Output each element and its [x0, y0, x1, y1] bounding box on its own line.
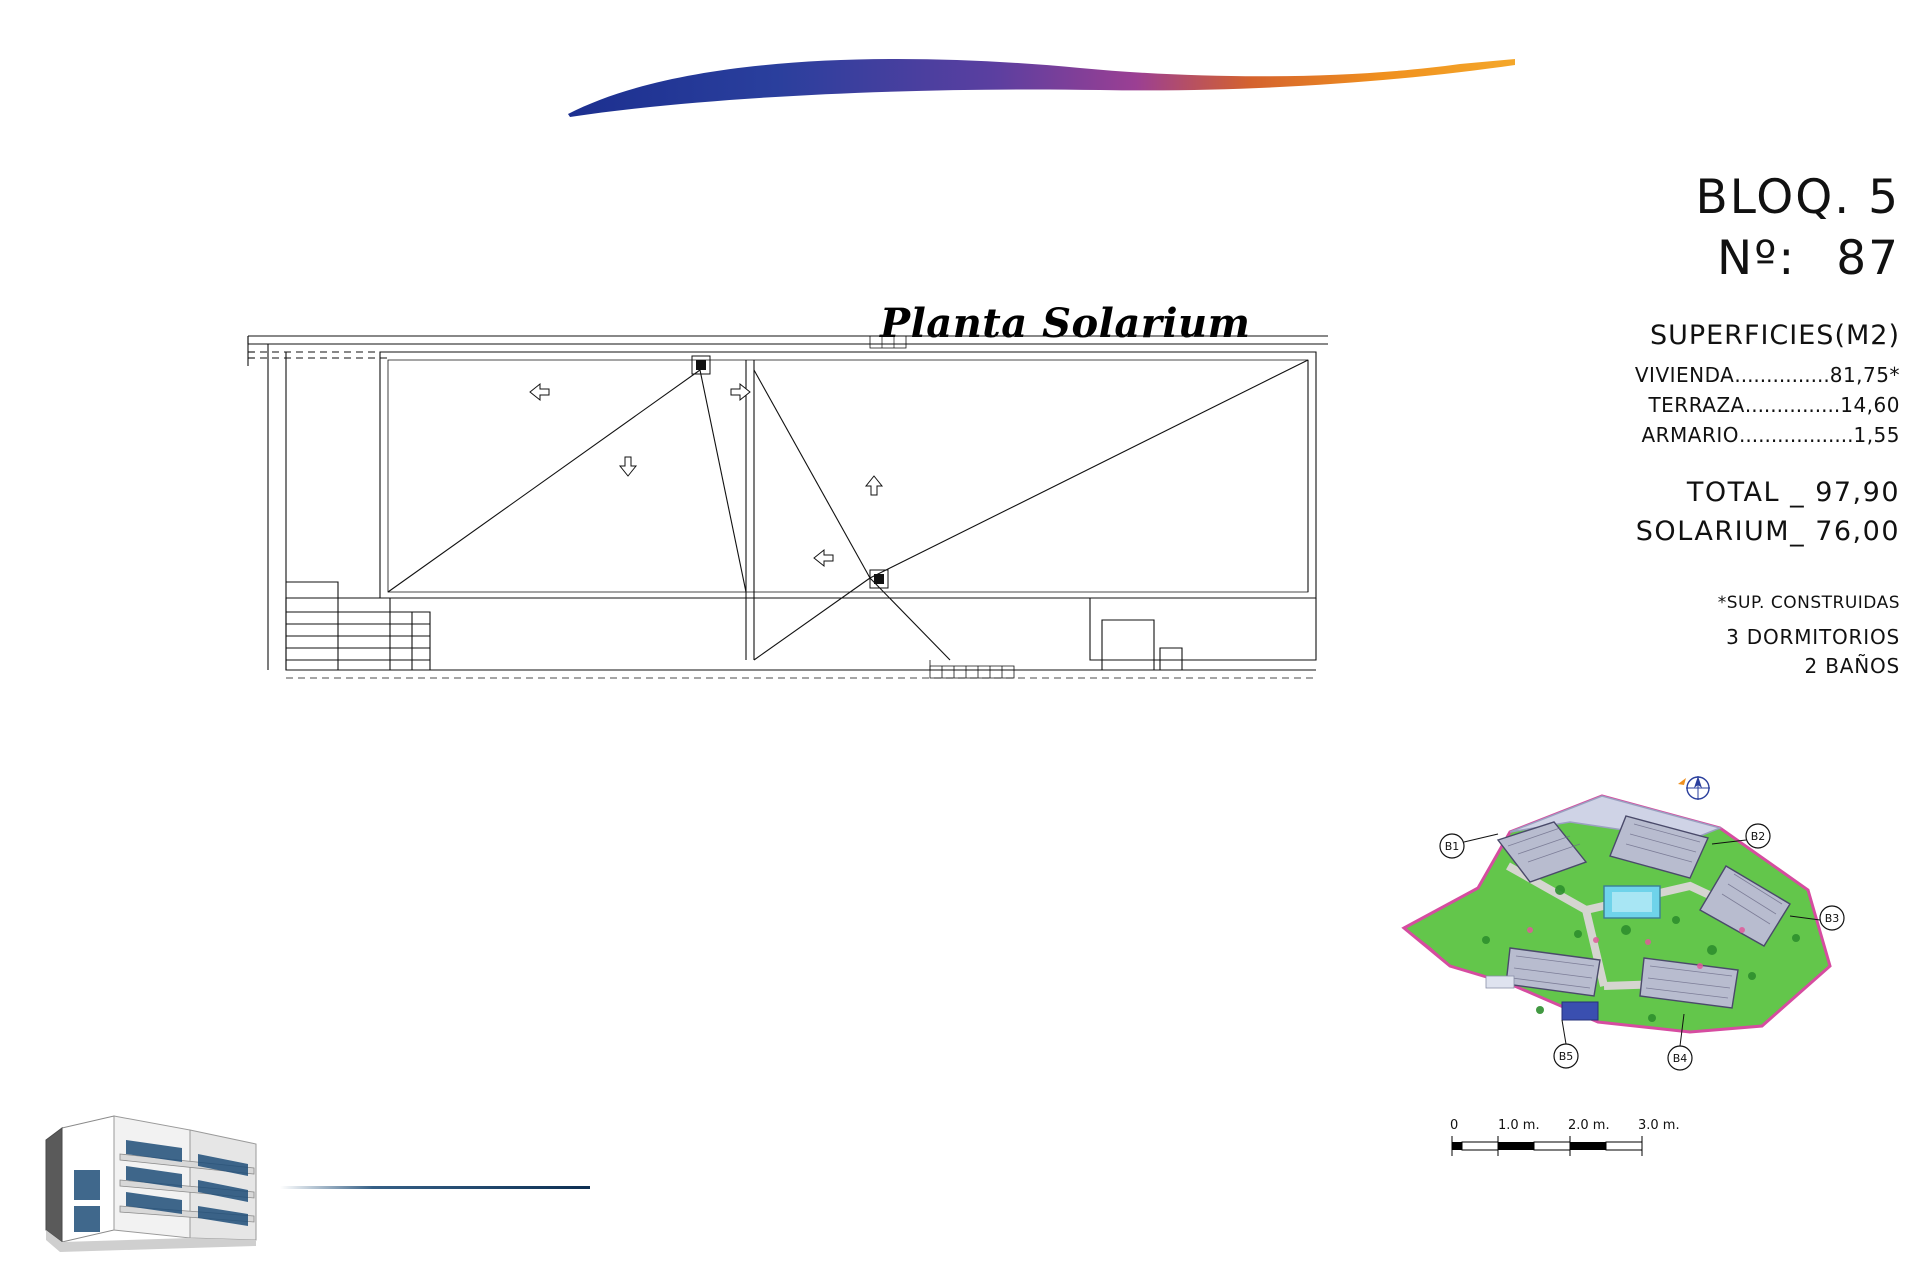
unit-number-row	[1500, 231, 1900, 286]
total-value: 97,90	[1815, 477, 1900, 508]
svg-text:B3: B3	[1824, 912, 1840, 925]
svg-text:B5: B5	[1558, 1050, 1574, 1063]
render-horizon-line	[280, 1185, 590, 1190]
site-marker-b1	[1440, 834, 1498, 858]
area-value: 1,55	[1853, 423, 1900, 447]
info-panel	[1500, 170, 1900, 683]
area-value: 14,60	[1840, 393, 1900, 417]
scale-tick-1: 1.0 m.	[1498, 1118, 1540, 1133]
scale-tick-3: 3.0 m.	[1638, 1118, 1680, 1133]
solarium-row	[1500, 516, 1900, 547]
solarium-value: 76,00	[1815, 516, 1900, 547]
building-render-thumbnail	[40, 1110, 300, 1260]
area-value: 81,75*	[1829, 363, 1900, 387]
total-row	[1500, 477, 1900, 508]
svg-text:B2: B2	[1750, 830, 1766, 843]
totals-group	[1500, 477, 1900, 547]
area-row	[1500, 423, 1900, 447]
area-dots: ...............	[1744, 393, 1841, 417]
slope-arrow-icon	[530, 384, 882, 566]
solarium-label: SOLARIUM_	[1635, 516, 1806, 547]
unit-number-value: 87	[1836, 231, 1900, 286]
plan-title: Planta Solarium	[880, 300, 1251, 347]
unit-number-label: Nº:	[1717, 231, 1797, 286]
bedrooms-note: 3 DORMITORIOS	[1726, 625, 1900, 649]
area-dots: ...............	[1734, 363, 1830, 387]
bathrooms-note: 2 BAÑOS	[1804, 654, 1900, 678]
notes-group	[1500, 593, 1900, 678]
area-row	[1500, 363, 1900, 387]
header-swoosh-graphic	[560, 48, 1520, 118]
area-dots: ..................	[1739, 423, 1854, 447]
area-row	[1500, 393, 1900, 417]
total-label: TOTAL _	[1686, 477, 1806, 508]
scale-tick-0: 0	[1450, 1118, 1459, 1133]
block-label: BLOQ. 5	[1695, 170, 1900, 225]
scale-tick-2: 2.0 m.	[1568, 1118, 1610, 1133]
areas-heading: SUPERFICIES(M2)	[1649, 320, 1900, 351]
area-label: ARMARIO	[1641, 423, 1740, 447]
floor-plan-drawing	[230, 330, 1350, 790]
scale-bar	[1450, 1120, 1730, 1180]
built-area-note: *SUP. CONSTRUIDAS	[1717, 593, 1900, 613]
svg-text:B1: B1	[1444, 840, 1460, 853]
north-arrow-icon	[1678, 776, 1710, 800]
site-key-map	[1390, 770, 1860, 1090]
area-label: TERRAZA	[1648, 393, 1745, 417]
site-marker-b5	[1554, 1020, 1578, 1068]
area-label: VIVIENDA	[1634, 363, 1735, 387]
svg-text:B4: B4	[1672, 1052, 1688, 1065]
